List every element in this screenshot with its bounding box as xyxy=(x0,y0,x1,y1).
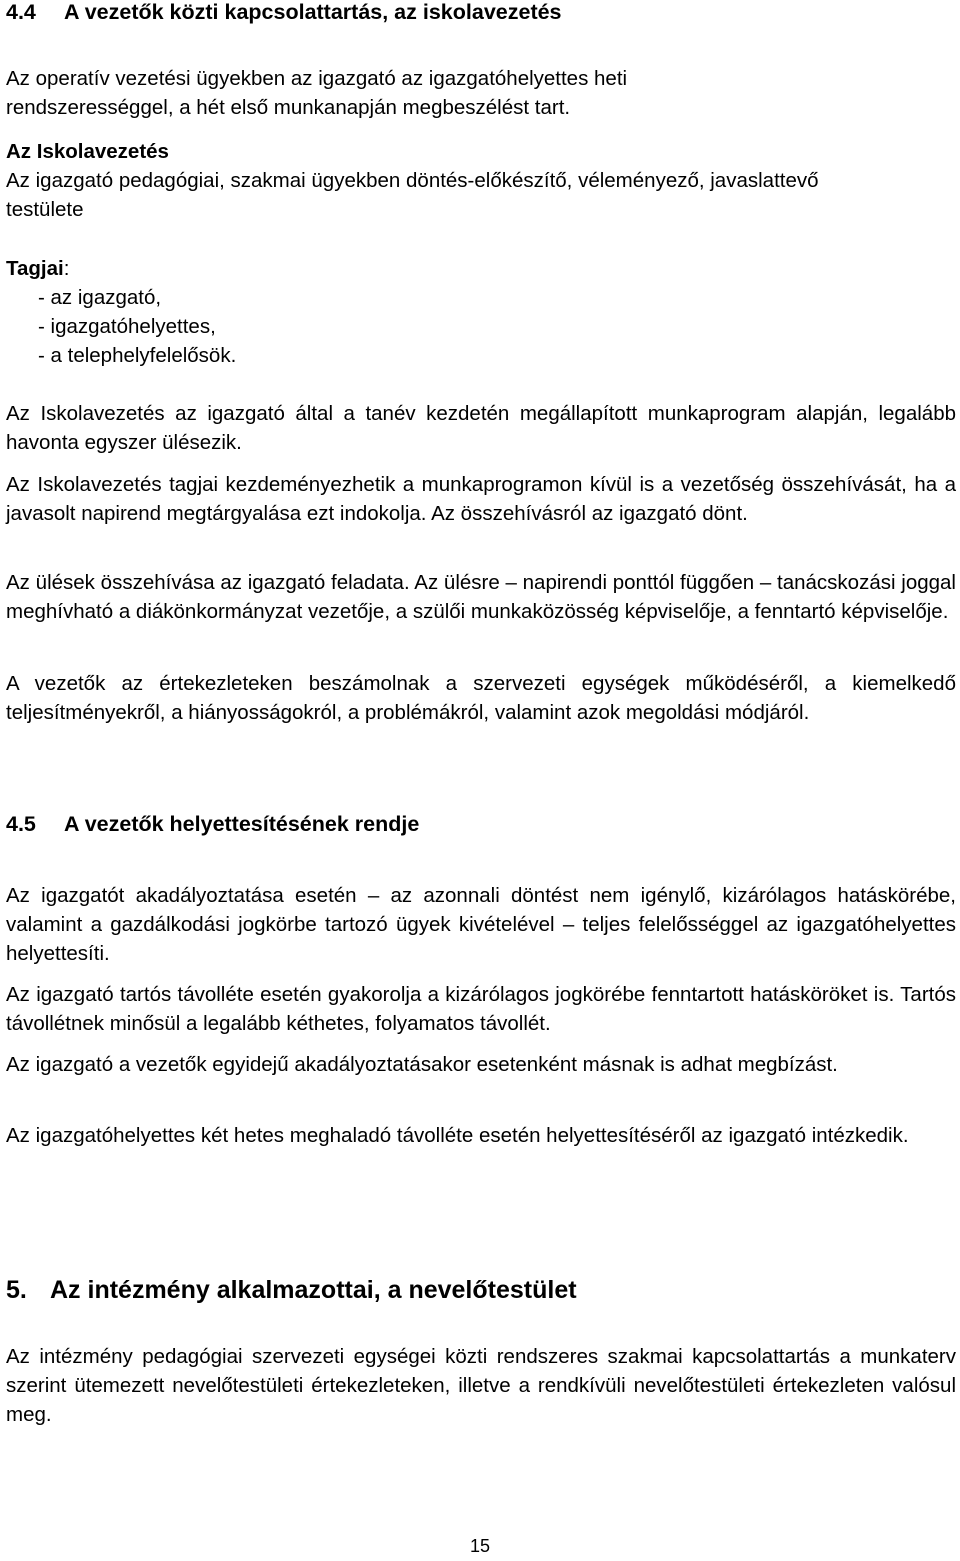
iskolavezetes-heading: Az Iskolavezetés xyxy=(6,140,169,163)
list-item: - az igazgató, xyxy=(38,286,162,309)
members-label-text: Tagjai xyxy=(6,257,64,280)
page-number: 15 xyxy=(469,1536,491,1556)
section-heading-5 xyxy=(6,1276,956,1305)
iskolavezetes-description: Az igazgató pedagógiai, szakmai ügyekben döntés-előkészítő, véleményező, javaslattevő testülete xyxy=(6,169,819,221)
section-heading-4-5 xyxy=(6,810,956,839)
members-label-colon: : xyxy=(63,257,70,280)
members-list xyxy=(38,283,236,370)
section-number: 4.5 xyxy=(6,812,36,836)
section-title: A vezetők helyettesítésének rendje xyxy=(64,812,420,836)
section-title: A vezetők közti kapcsolattartás, az iskolavezetés xyxy=(64,0,562,24)
paragraph-alkalmazottak: Az intézmény pedagógiai szervezeti egységei közti rendszeres szakmai kapcsolattartás a munkaterv szerint ütemezett nevelőtestületi értekezleteken, illetve a rendkívüli nevelőtestületi értekezleten valósul meg. xyxy=(6,1345,956,1426)
paragraph-kezdemenyezhetik: Az Iskolavezetés tagjai kezdeményezhetik a munkaprogramon kívül is a vezetőség összehívását, ha a javasolt napirend megtárgyalása ezt indokolja. Az összehívásról az igazgató dönt. xyxy=(6,473,956,525)
paragraph-helyettesites-1: Az igazgatót akadályoztatása esetén – az azonnali döntést nem igénylő, kizárólagos hatáskörébe, valamint a gazdálkodási jogkörbe tartozó ügyek kivételével – teljes felelősséggel az igazgatóhelyettes helyettesíti. xyxy=(6,884,956,965)
section-title: Az intézmény alkalmazottai, a nevelőtestület xyxy=(50,1276,577,1304)
section-number: 5. xyxy=(6,1276,27,1304)
paragraph-helyettesites-2: Az igazgató tartós távolléte esetén gyakorolja a kizárólagos jogkörébe fenntartott hatásköröket is. Tartós távollétnek minősül a legalább kéthetes, folyamatos távollét. xyxy=(6,983,956,1035)
paragraph-ulesek: Az ülések összehívása az igazgató feladata. Az ülésre – napirendi ponttól függően – tanácskozási joggal meghívható a diákönkormányzat vezetője, a szülői munkaközösség képviselője, a fenntartó képviselője. xyxy=(6,571,956,623)
section-heading-4-4 xyxy=(6,0,956,27)
paragraph-helyettesites-4: Az igazgatóhelyettes két hetes meghaladó távolléte esetén helyettesítéséről az igazgató intézkedik. xyxy=(6,1124,909,1147)
members-label xyxy=(6,254,956,283)
paragraph-munkaprogram: Az Iskolavezetés az igazgató által a tanév kezdetén megállapított munkaprogram alapján, legalább havonta egyszer ülésezik. xyxy=(6,402,956,454)
paragraph-ertekezletek: A vezetők az értekezleteken beszámolnak a szervezeti egységek működéséről, a kiemelkedő teljesítményekről, a hiányosságokról, a problémákról, valamint azok megoldási módjáról. xyxy=(6,672,956,724)
section-number: 4.4 xyxy=(6,0,36,24)
paragraph-operativ: Az operatív vezetési ügyekben az igazgató az igazgatóhelyettes heti rendszerességgel, a hét első munkanapján megbeszélést tart. xyxy=(6,67,628,119)
list-item: - igazgatóhelyettes, xyxy=(38,315,216,338)
list-item: - a telephelyfelelősök. xyxy=(38,344,237,367)
paragraph-helyettesites-3: Az igazgató a vezetők egyidejű akadályoztatásakor esetenként másnak is adhat megbízást. xyxy=(6,1053,838,1076)
